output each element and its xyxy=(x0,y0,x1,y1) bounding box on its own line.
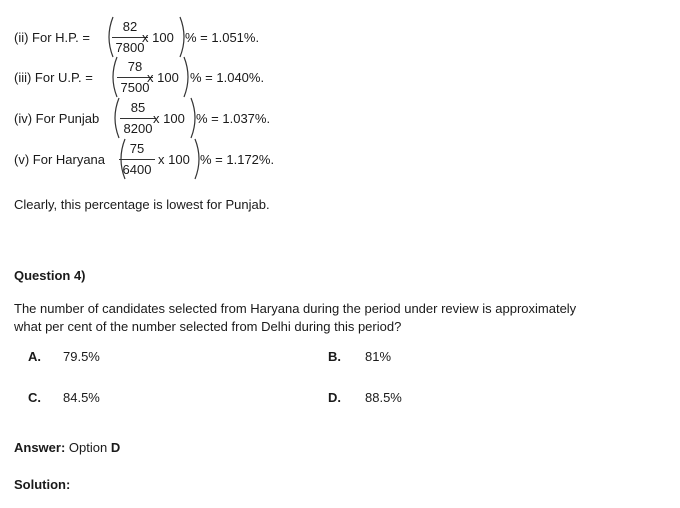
calc-label: (iii) For U.P. = xyxy=(14,70,93,85)
result: % = 1.037%. xyxy=(196,111,271,126)
option-value: 79.5% xyxy=(63,349,100,364)
multiplier: x 100 xyxy=(147,70,179,85)
option-letter: A. xyxy=(28,349,41,364)
question-line-2: what per cent of the number selected from Delhi during this period? xyxy=(14,319,402,334)
numerator: 85 xyxy=(130,100,146,115)
fraction-bar xyxy=(120,118,156,119)
question-heading: Question 4) xyxy=(14,268,86,283)
multiplier: x 100 xyxy=(153,111,185,126)
option-letter: B. xyxy=(328,349,341,364)
fraction-bar xyxy=(119,159,155,160)
result: % = 1.051%. xyxy=(185,30,260,45)
result: % = 1.172%. xyxy=(200,152,275,167)
solution-label: Solution: xyxy=(14,477,71,492)
option-value: 84.5% xyxy=(63,390,100,405)
denominator: 7800 xyxy=(115,40,145,55)
option-value: 88.5% xyxy=(365,390,402,405)
answer-label: Answer: xyxy=(14,440,66,455)
option-letter: D. xyxy=(328,390,341,405)
question-text xyxy=(14,300,634,336)
answer-prefix: Option xyxy=(68,440,108,455)
denominator: 8200 xyxy=(123,121,153,136)
multiplier: x 100 xyxy=(142,30,174,45)
numerator: 75 xyxy=(129,141,145,156)
question-line-1: The number of candidates selected from Haryana during the period under review is approximately xyxy=(14,301,577,316)
option-value: 81% xyxy=(365,349,392,364)
numerator: 82 xyxy=(122,19,138,34)
multiplier: x 100 xyxy=(158,152,190,167)
calc-label: (iv) For Punjab xyxy=(14,111,100,126)
answer-option: D xyxy=(110,440,121,455)
numerator: 78 xyxy=(127,59,143,74)
denominator: 6400 xyxy=(122,162,152,177)
fraction xyxy=(115,140,159,179)
denominator: 7500 xyxy=(120,80,150,95)
option-letter: C. xyxy=(28,390,41,405)
answer-line xyxy=(14,440,120,455)
conclusion-text: Clearly, this percentage is lowest for Punjab. xyxy=(14,197,270,212)
calc-label: (v) For Haryana xyxy=(14,152,106,167)
calc-label: (ii) For H.P. = xyxy=(14,30,90,45)
result: % = 1.040%. xyxy=(190,70,265,85)
